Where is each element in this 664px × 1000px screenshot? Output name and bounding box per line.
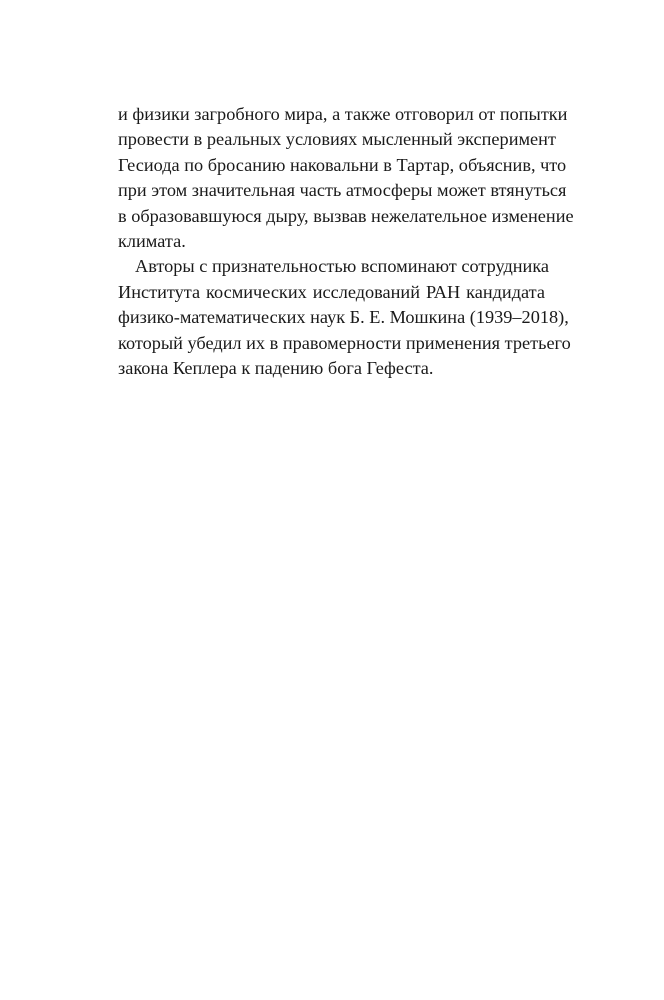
text-line: закона Кеплера к падению бога Гефеста. [118,357,434,378]
text-line: Института космических исследований РАН кандидата [118,281,545,302]
text-line: в образовавшуюся дыру, вызвав нежелательное изменение [118,205,574,226]
text-line: который убедил их в правомерности применения третьего [118,332,571,353]
text-line: провести в реальных условиях мысленный эксперимент [118,129,556,150]
text-line: климата. [118,230,186,251]
text-line: Гесиода по бросанию наковальни в Тартар, объяснив, что [118,154,567,175]
paragraph-2 [118,254,571,381]
paragraph-1 [118,102,574,254]
body-text [118,102,574,381]
text-line: физико-математических наук Б. Е. Мошкина (1939–2018), [118,307,569,328]
text-line: и физики загробного мира, а также отговорил от попытки [118,104,568,124]
text-line: Авторы с признательностью вспоминают сотрудника [135,256,550,277]
text-line: при этом значительная часть атмосферы может втянуться [118,180,567,201]
